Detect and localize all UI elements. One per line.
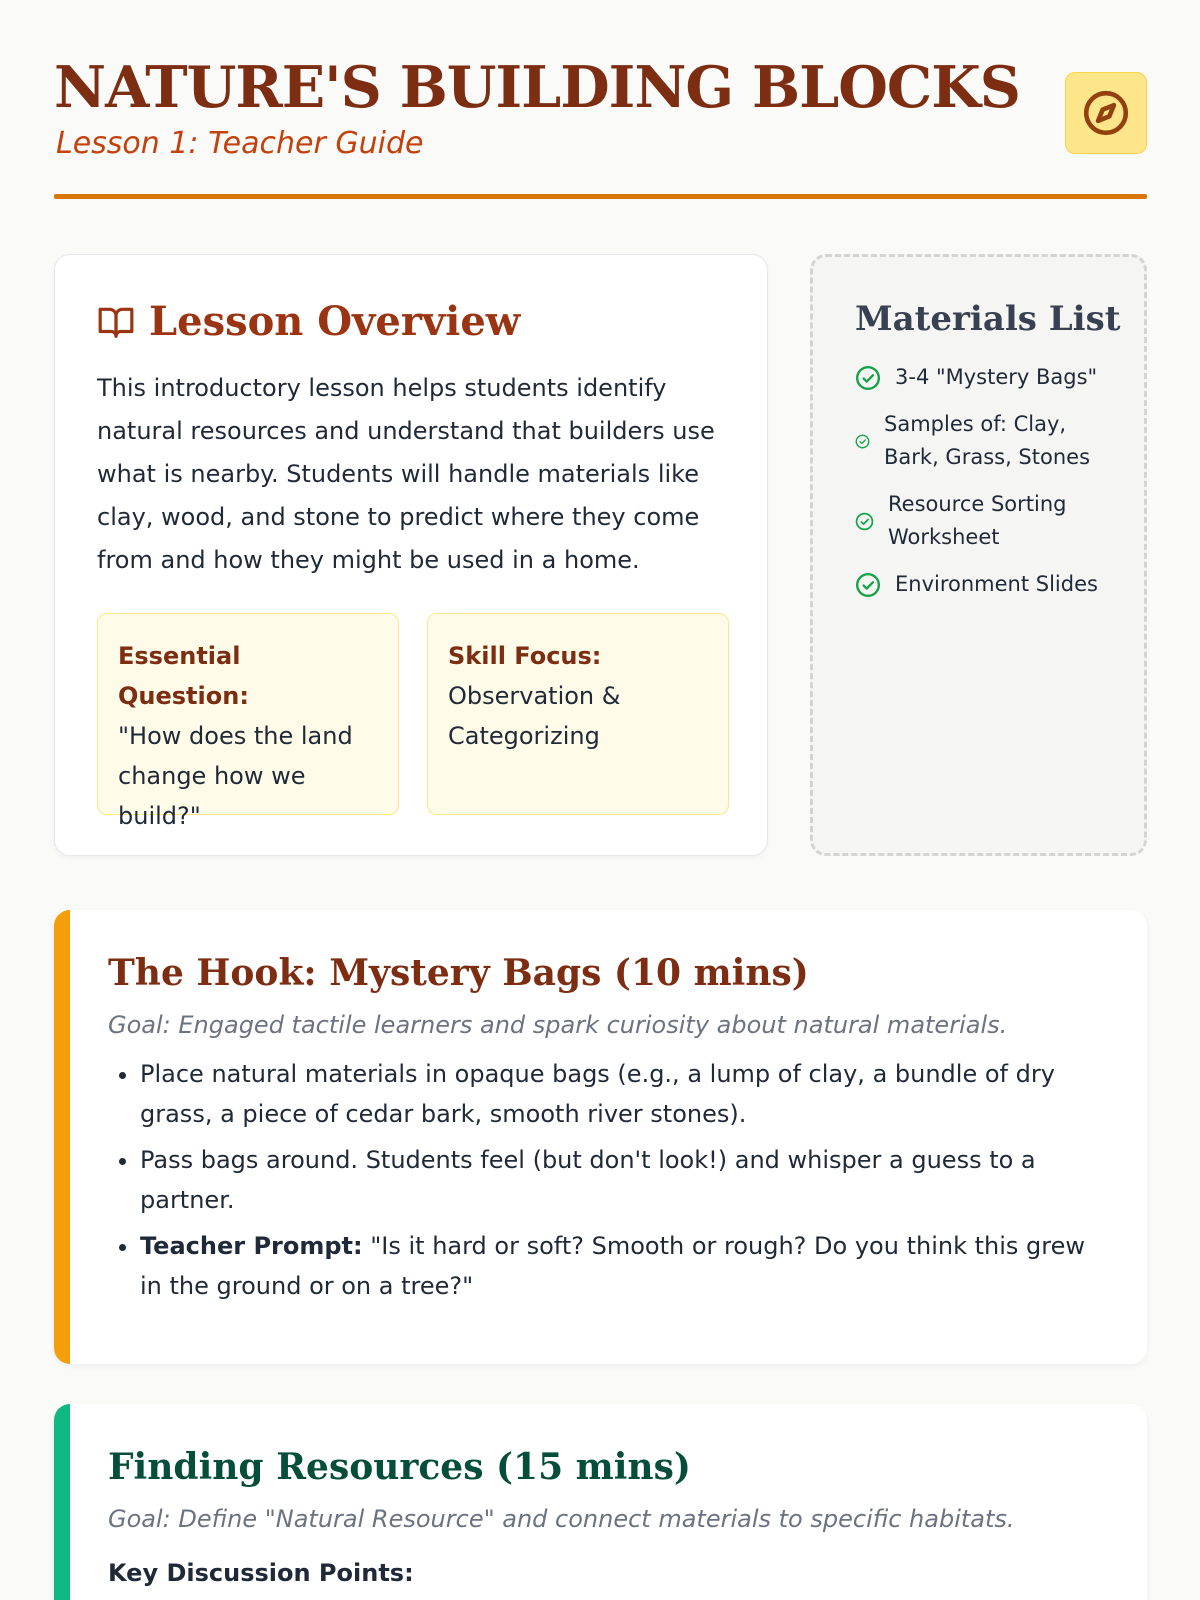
check-circle-icon [855,572,881,598]
hook-title: The Hook: Mystery Bags (10 mins) [108,952,809,994]
compass-icon [1081,88,1131,138]
hook-accent-bar [54,910,70,1364]
material-label: Samples of: Clay, Bark, Grass, Stones [884,412,1091,469]
materials-list-card [810,254,1147,856]
material-label: Resource Sorting Worksheet [888,492,1067,549]
check-circle-icon [855,365,881,391]
hook-section [54,910,1147,1364]
key-discussion-points-label: Key Discussion Points: [108,1559,414,1587]
check-circle-icon [855,434,870,449]
material-label: Environment Slides [895,572,1098,596]
list-item [855,361,1115,394]
book-open-icon [97,303,135,341]
page-title: NATURE'S BUILDING BLOCKS [54,54,1020,121]
skill-focus-text: Observation & Categorizing [448,682,621,750]
material-label: 3-4 "Mystery Bags" [895,365,1098,389]
materials-list [855,361,1115,615]
check-circle-icon [855,512,874,531]
compass-button[interactable] [1065,72,1147,154]
overview-text: This introductory lesson helps students identify natural resources and understand that builders use what is nearby. Students will handle materials like clay, wood, and stone to predict where they come from and how they might be used in a home. [97,374,715,574]
materials-heading: Materials List [855,299,1121,339]
finding-resources-section [54,1404,1147,1600]
teacher-prompt-label: Teacher Prompt: [140,1232,363,1260]
finding-goal: Goal: Define "Natural Resource" and connect materials to specific habitats. [108,1505,1015,1533]
list-item [855,568,1115,601]
hook-goal: Goal: Engaged tactile learners and spark curiosity about natural materials. [108,1011,1008,1039]
skill-focus-box [427,613,729,815]
finding-accent-bar [54,1404,70,1600]
skill-focus-label: Skill Focus: [448,642,602,670]
hook-content [108,910,1107,1312]
teacher-prompt-text: "Is it hard or soft? Smooth or rough? Do you think this grew in the ground or on a tree?" [140,1232,1085,1300]
hook-steps [108,1054,1107,1306]
essential-question-label: Essential Question: [118,642,249,710]
finding-content [108,1404,1107,1590]
header-divider [54,194,1147,199]
overview-heading: Lesson Overview [149,298,521,345]
finding-title: Finding Resources (15 mins) [108,1446,691,1488]
list-item: • Pass bags around. Students feel (but don't look!) and whisper a guess to a partner. [140,1140,1107,1220]
essential-question-text: "How does the land change how we build?" [118,722,353,830]
list-item [855,408,1115,474]
essential-question-box [97,613,399,830]
lesson-overview-card [54,254,768,856]
list-item: • Place natural materials in opaque bags (e.g., a lump of clay, a bundle of dry grass, a piece of cedar bark, smooth river stones). [140,1054,1107,1134]
overview-heading-row [97,299,520,345]
list-item [855,488,1115,554]
page-subtitle: Lesson 1: Teacher Guide [56,126,424,161]
list-item [140,1226,1107,1306]
page-header [54,56,1147,201]
